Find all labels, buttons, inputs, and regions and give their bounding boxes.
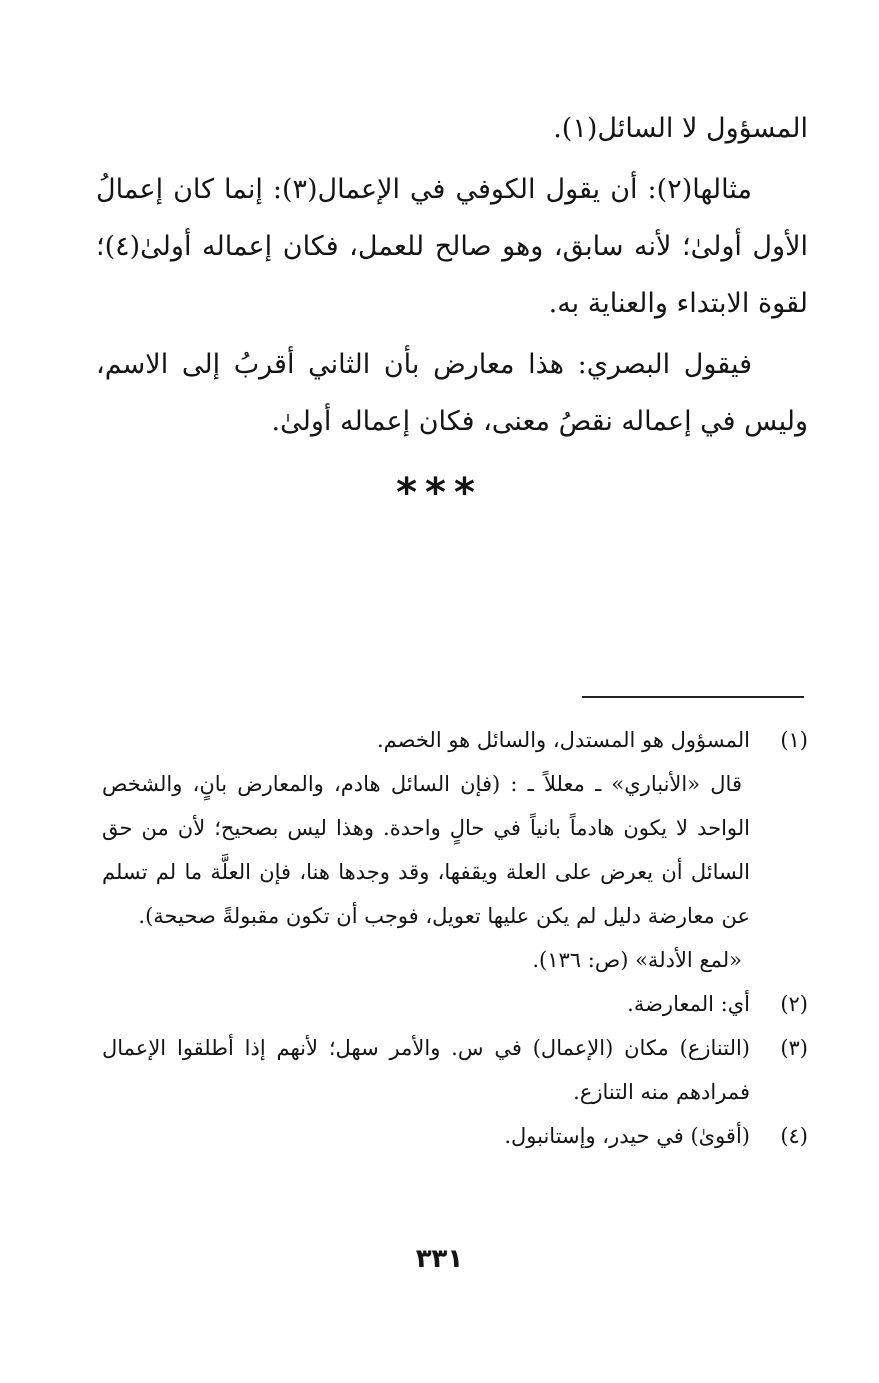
footnote-quote: قال «الأنباري» ـ معللاً ـ : (فإن السائل هادم، والمعارض بانٍ، والشخص الواحد لا يكون هادماً بانياً في حالٍ واحدة. وهذا ليس بصحيح؛ لأن من حق السائل أن يعرض على العلة ويقفها، وقد وجدها هنا، فإن العلَّة ما لم تسلم عن معارضة دليل لم يكن عليها تعويل، فوجب أن تكون مقبولةً صحيحة). [102, 772, 750, 928]
footnote-number: (٢) [780, 992, 808, 1016]
footnote-number: (١) [780, 728, 808, 752]
footnote-text: (التنازع) مكان (الإعمال) في س. والأمر سهل؛ لأنهم إذا أطلقوا الإعمال فمرادهم منه التنازع. [102, 1036, 750, 1104]
footnote-text: أي: المعارضة. [627, 992, 750, 1016]
footnotes [102, 718, 808, 1158]
footnote-text: المسؤول هو المستدل، والسائل هو الخصم. [377, 728, 750, 752]
paragraph: مثالها(٢): أن يقول الكوفي في الإعمال(٣): إنما كان إعمالُ الأول أولىٰ؛ لأنه سابق، وهو صالح للعمل، فكان إعماله أولىٰ(٤)؛ لقوة الابتداء والعناية به. [96, 174, 808, 319]
footnote-divider [582, 696, 804, 698]
footnote-text: (أقوىٰ) في حيدر، وإستانبول. [504, 1124, 750, 1148]
footnote-citation: «لمع الأدلة» (ص: ١٣٦). [532, 948, 742, 972]
footnote [102, 1114, 808, 1158]
section-separator: *** [396, 470, 483, 516]
main-text [96, 100, 808, 454]
paragraph: فيقول البصري: هذا معارض بأن الثاني أقربُ إلى الاسم، وليس في إعماله نقصُ معنى، فكان إعماله أولىٰ. [96, 349, 808, 437]
footnote-number: (٤) [780, 1124, 808, 1148]
footnote [102, 718, 808, 762]
page-number: ٣٣١ [415, 1244, 464, 1274]
paragraph: المسؤول لا السائل(١). [553, 113, 808, 144]
footnote [102, 982, 808, 1026]
footnote [102, 1026, 808, 1114]
footnote-number: (٣) [780, 1036, 808, 1060]
